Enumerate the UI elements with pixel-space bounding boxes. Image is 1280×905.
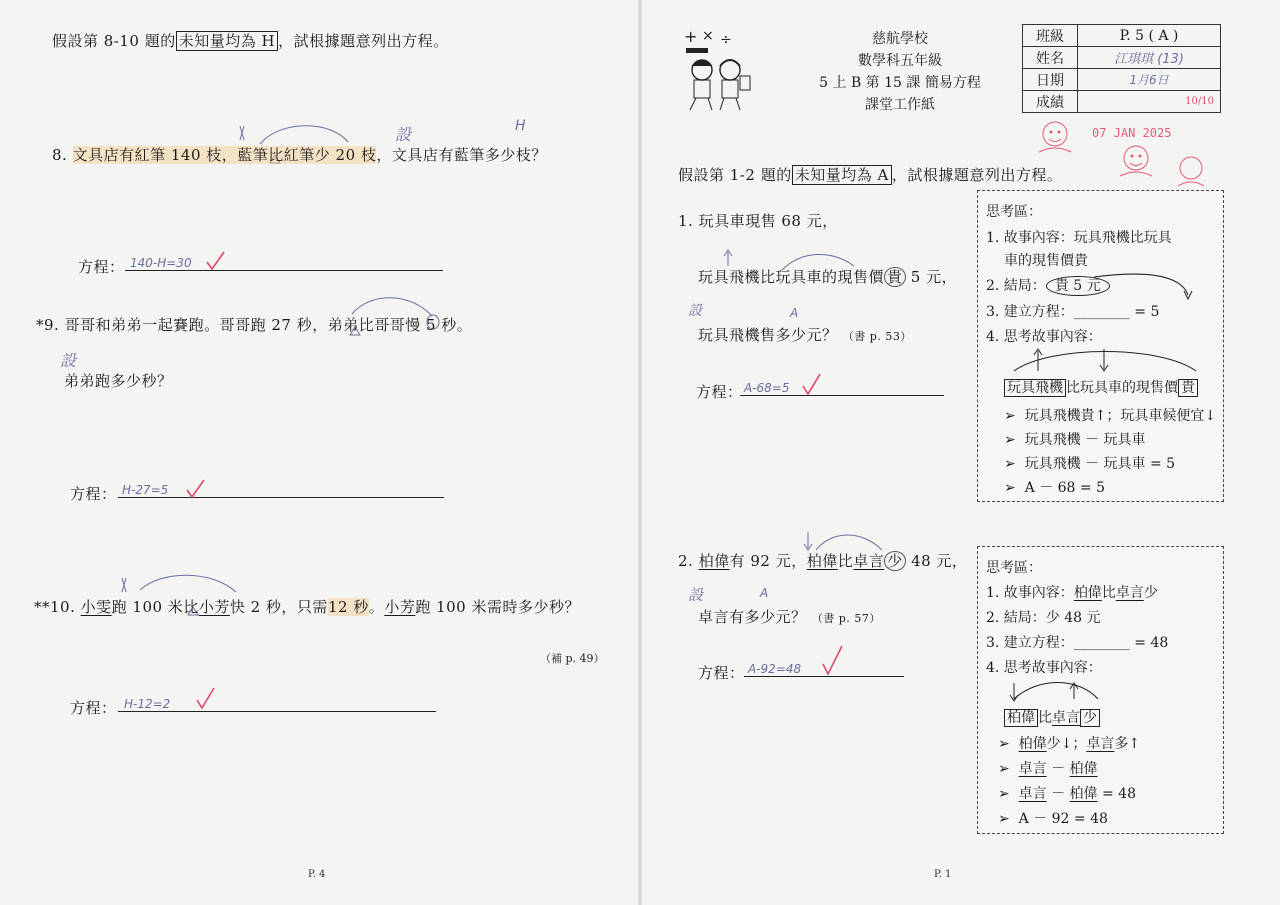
bullet-row: ➢ 卓言 － 柏偉 = 48: [998, 786, 1136, 802]
think-area-1: [977, 190, 1224, 502]
school-seal-stamp: [1166, 150, 1216, 190]
bullet-text: －: [1046, 786, 1070, 802]
name-underlined: 卓言: [853, 552, 885, 570]
instruction-right: [678, 164, 1062, 185]
sheet-title: 課堂工作紙: [865, 97, 935, 113]
story-arc-diagram: [1010, 343, 1200, 375]
question-2: [678, 550, 967, 571]
instruction-text: ，試根據題意列出方程。: [278, 32, 449, 50]
name-underlined: 柏偉: [1018, 736, 1047, 752]
info-row-class: [1023, 25, 1221, 47]
pencil-note-set: 設: [395, 125, 412, 144]
boxed-keyword: 玩具飛機: [1004, 379, 1066, 397]
bullet-row: ➢ A － 68 = 5: [1004, 480, 1106, 496]
name-underlined: 柏偉: [698, 552, 730, 570]
question-text-highlighted: 12 秒: [327, 598, 369, 616]
think-step: 3. 建立方程：________ = 48: [986, 635, 1169, 651]
pencil-note-set: 設: [688, 586, 704, 604]
question-8: [52, 144, 547, 165]
question-number: 8.: [52, 146, 68, 164]
boxed-keyword: 貴: [1178, 379, 1198, 397]
question-text: 文具店有紅筆 140 枝，: [72, 146, 238, 164]
story-line: [1004, 377, 1198, 397]
question-text: 快 2 秒，只需: [229, 598, 328, 616]
bullet-row: ➢ 玩具飛機 － 玩具車: [1004, 432, 1146, 448]
story-line: [1004, 707, 1100, 727]
think-step: 1. 故事內容：玩具飛機比玩具: [986, 230, 1172, 246]
think-step: 1. 故事內容：: [986, 585, 1074, 601]
school-seal-stamp: [1025, 116, 1085, 156]
question-2-line-2: [698, 606, 881, 627]
think-step: 4. 思考故事內容：: [986, 660, 1102, 676]
check-mark-icon: [184, 478, 206, 500]
bullet-text: 多↑: [1114, 736, 1141, 752]
info-label: 日期: [1023, 69, 1078, 91]
info-label: 成績: [1023, 91, 1078, 113]
check-mark-icon: [820, 644, 846, 678]
name-underlined: 卓言: [1052, 710, 1080, 726]
bullet-row: ➢ 柏偉少↓；卓言多↑: [998, 736, 1141, 752]
bullet-text: 玩具飛機貴↑；玩具車候便宜↓: [1024, 408, 1217, 424]
question-text: ，: [376, 146, 392, 164]
check-mark-icon: [800, 372, 824, 398]
lesson-title: 5 上 B 第 15 課 簡易方程: [819, 75, 981, 91]
info-value-handwritten: 1月6日: [1078, 69, 1221, 91]
boxed-keyword: 少: [1080, 709, 1100, 727]
math-kids-logo: [680, 26, 762, 114]
question-text: 哥哥和弟弟一起賽跑。哥哥跑 27 秒，弟弟比哥哥慢 5 秒。: [64, 316, 473, 334]
story-arc-diagram: [1008, 677, 1108, 703]
think-step: 少: [1143, 585, 1158, 601]
school-name: 慈航學校: [872, 31, 928, 47]
svg-text:×: ×: [702, 28, 714, 44]
think-step: 車的現售價貴: [1004, 253, 1088, 269]
page-number: P. 1: [934, 869, 952, 880]
bullet-row: ➢ A － 92 = 48: [998, 811, 1108, 827]
bullet-text: 玩具飛機 － 玩具車 = 5: [1024, 456, 1176, 472]
name-underlined: 卓言: [1018, 761, 1047, 777]
score-value: 10/10: [1078, 91, 1221, 113]
info-row-score: [1023, 91, 1221, 113]
pencil-note-a: A: [760, 586, 769, 600]
info-label: 班級: [1023, 25, 1078, 47]
think-step-story: [986, 582, 1158, 602]
question-number: **10.: [34, 598, 76, 616]
question-1-line-2: [698, 266, 957, 287]
name-underlined: 小芳: [198, 598, 230, 616]
book-reference: （書 p. 53）: [842, 330, 912, 343]
boxed-keyword: 柏偉: [1004, 709, 1038, 727]
pencil-note-a: A: [790, 306, 799, 320]
svg-text:÷: ÷: [720, 32, 732, 48]
unknown-variable-box: 未知量均為 A: [792, 165, 892, 185]
check-mark-icon: [204, 250, 226, 272]
instruction-left: [52, 30, 449, 51]
question-text: 卓言有多少元？: [698, 608, 807, 626]
name-underlined: 柏偉: [1073, 585, 1102, 601]
bullet-text: 玩具飛機 － 玩具車: [1024, 432, 1146, 448]
question-1: [678, 210, 838, 231]
pencil-note-h: H: [515, 118, 526, 134]
name-underlined: 卓言: [1086, 736, 1115, 752]
think-step: 4. 思考故事內容：: [986, 329, 1102, 345]
book-reference: （補 p. 49）: [540, 652, 605, 665]
question-text: 文具店有藍筆多少枝？: [391, 146, 547, 164]
book-reference: （書 p. 57）: [811, 612, 881, 625]
equation-label: 方程：: [696, 383, 743, 401]
think-title: 思考區：: [986, 560, 1042, 576]
school-seal-stamp: [1106, 140, 1166, 180]
info-row-name: [1023, 47, 1221, 69]
worksheet-header: [790, 28, 1010, 116]
equation-label: 方程：: [70, 699, 117, 717]
instruction-text: 假設第 1-2 題的: [678, 166, 792, 184]
question-10: [34, 596, 580, 617]
question-text: 5 元，: [905, 268, 958, 286]
equation-label: 方程：: [70, 485, 117, 503]
circled-keyword: 貴: [884, 267, 906, 287]
info-value: P. 5 ( A ): [1078, 25, 1221, 47]
question-text: 玩具飛機售多少元？: [698, 326, 838, 344]
svg-text:+: +: [684, 27, 698, 46]
story-text: 比玩具車的現售價: [1066, 380, 1178, 396]
think-step: 比: [1101, 585, 1116, 601]
question-number: *9.: [36, 316, 60, 334]
question-text: 跑 100 米比: [111, 598, 199, 616]
pencil-note-set: 設: [60, 351, 77, 370]
question-text: 比: [837, 552, 854, 570]
name-underlined: 卓言: [1018, 786, 1047, 802]
story-text: 比: [1038, 710, 1052, 726]
name-underlined: 小雯: [80, 598, 112, 616]
name-underlined: 柏偉: [1069, 786, 1098, 802]
equation-label: 方程：: [78, 258, 125, 276]
question-1-line-3: [698, 324, 912, 345]
handwritten-answer: A-92=48: [748, 662, 802, 676]
circled-keyword: 少: [884, 551, 906, 571]
think-area-2: [977, 546, 1224, 834]
question-9: [36, 314, 472, 335]
bullet-text: －: [1046, 761, 1070, 777]
equation-label: 方程：: [698, 664, 745, 682]
question-text: 1. 玩具車現售 68 元，: [678, 212, 838, 230]
think-step: 3. 建立方程：________ = 5: [986, 304, 1160, 320]
name-underlined: 柏偉: [1069, 761, 1098, 777]
arrow-annotation: [1090, 269, 1200, 305]
question-text: 有 92 元，: [729, 552, 807, 570]
pencil-note-set: 設: [688, 303, 702, 319]
unknown-variable-box: 未知量均為 H: [176, 31, 278, 51]
question-text: 跑 100 米需時多少秒？: [415, 598, 580, 616]
instruction-text: ，試根據題意列出方程。: [891, 166, 1063, 184]
bullet-text: A － 68 = 5: [1024, 480, 1106, 496]
question-text-highlighted: 藍筆比紅筆少 20 枝: [237, 146, 377, 164]
student-info-table: [1022, 24, 1221, 113]
check-mark-icon: [194, 686, 216, 712]
question-text: 48 元，: [905, 552, 968, 570]
name-underlined: 柏偉: [806, 552, 838, 570]
question-number: 2.: [678, 552, 699, 570]
name-underlined: 小芳: [384, 598, 416, 616]
info-value-handwritten: 江琪琪 (13): [1078, 47, 1221, 69]
think-step: 2. 結局：少 48 元: [986, 610, 1101, 626]
bullet-text: A － 92 = 48: [1018, 811, 1108, 827]
handwritten-answer: H-27=5: [122, 483, 169, 497]
question-text: 玩具飛機比玩具車的現售價: [698, 268, 885, 286]
bullet-text: = 48: [1097, 786, 1136, 802]
bullet-text: 少↓；: [1046, 736, 1087, 752]
handwritten-answer: A-68=5: [744, 381, 790, 395]
bullet-row: ➢ 玩具飛機 － 玩具車 = 5: [1004, 456, 1176, 472]
date-stamp: 07 JAN 2025: [1092, 126, 1172, 140]
worksheet-page-1: [640, 0, 1280, 905]
question-text: 。: [368, 598, 385, 616]
think-title: 思考區：: [986, 204, 1042, 220]
question-9-line-2: [64, 370, 173, 391]
info-label: 姓名: [1023, 47, 1078, 69]
circled-keyword: 貴 5 元: [1046, 276, 1110, 296]
handwritten-answer: H-12=2: [124, 697, 171, 711]
subject-title: 數學科五年級: [858, 53, 942, 69]
question-text: 弟弟跑多少秒？: [64, 372, 173, 390]
instruction-text: 假設第 8-10 題的: [52, 32, 176, 50]
think-step: 2. 結局：: [986, 278, 1046, 294]
page-number: P. 4: [308, 869, 326, 880]
name-underlined: 卓言: [1115, 585, 1144, 601]
info-row-date: [1023, 69, 1221, 91]
bullet-row: ➢ 卓言 － 柏偉: [998, 761, 1098, 777]
bullet-row: ➢ 玩具飛機貴↑；玩具車候便宜↓: [1004, 408, 1217, 424]
handwritten-answer: 140-H=30: [130, 256, 192, 270]
